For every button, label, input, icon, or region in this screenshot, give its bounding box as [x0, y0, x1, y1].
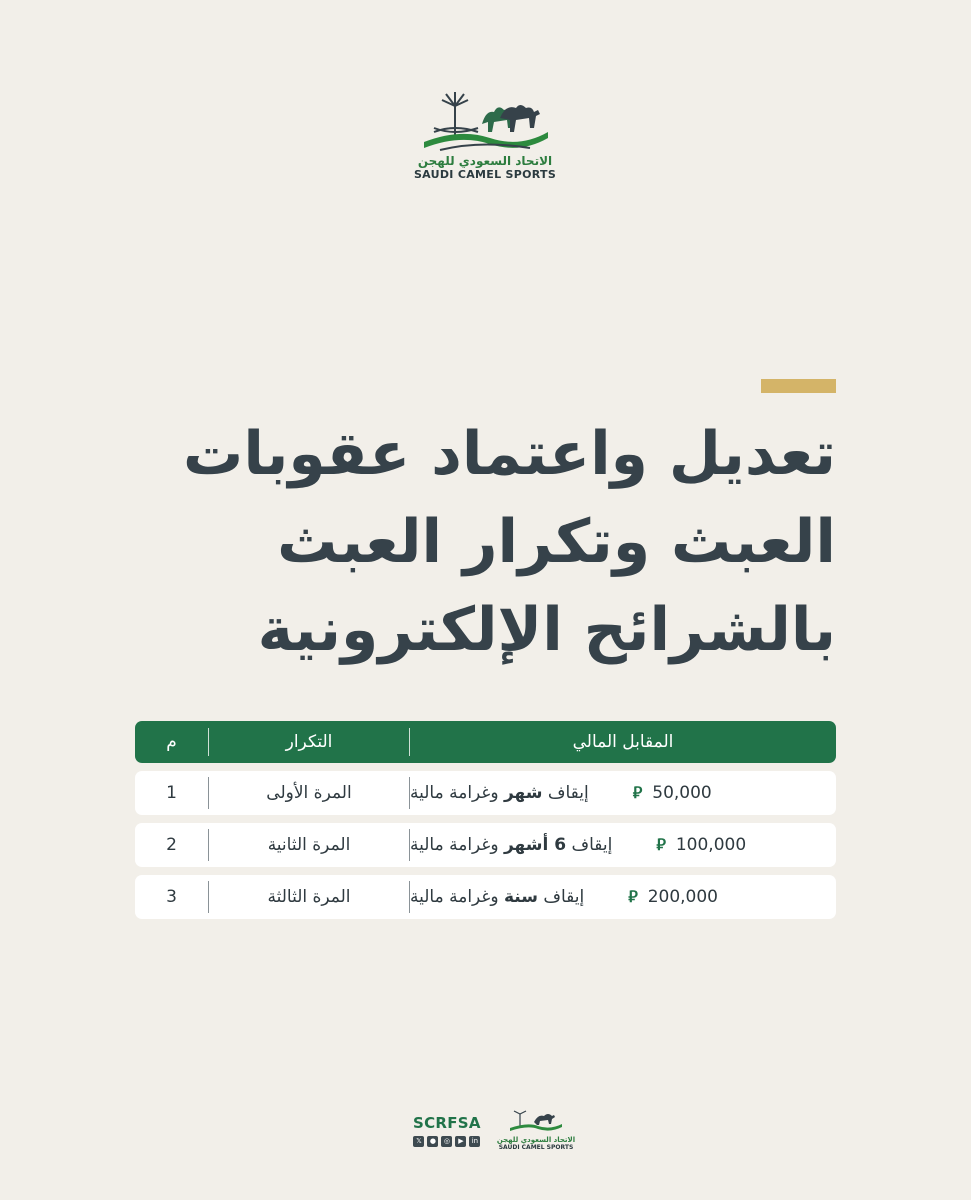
- column-divider: [409, 777, 410, 809]
- snapchat-icon[interactable]: ●: [427, 1136, 438, 1147]
- scrfsa-brand: [413, 1114, 481, 1147]
- table-row: [135, 823, 836, 867]
- penalties-table: [135, 721, 836, 919]
- amount-value: 50,000: [652, 783, 712, 803]
- logo-arabic-text: الاتحاد السعودي للهجن: [417, 154, 553, 168]
- mini-logo-english: SAUDI CAMEL SPORTS: [498, 1143, 574, 1151]
- logo-english-text: SAUDI CAMEL SPORTS: [413, 168, 557, 181]
- fee-amount: [628, 887, 718, 907]
- header-num: م: [166, 732, 177, 752]
- fee-description: إيقاف شهر وغرامة مالية: [410, 783, 589, 803]
- amount-value: 100,000: [675, 835, 747, 855]
- title-line-1: تعديل واعتماد عقوبات: [183, 419, 836, 489]
- table-header: [135, 721, 836, 763]
- column-divider: [409, 728, 410, 756]
- column-divider: [208, 777, 209, 809]
- fee-description: إيقاف 6 أشهر وغرامة مالية: [410, 835, 613, 855]
- linkedin-icon[interactable]: in: [469, 1136, 480, 1147]
- column-divider: [409, 881, 410, 913]
- header-fee-label: المقابل المالي: [572, 732, 674, 752]
- mini-logo-arabic: الاتحاد السعودي للهجن: [496, 1135, 576, 1144]
- fee-description: إيقاف سنة وغرامة مالية: [410, 887, 585, 907]
- row-num: 3: [166, 887, 177, 907]
- saudi-camel-sports-logo: [405, 92, 565, 192]
- column-divider: [208, 829, 209, 861]
- riyal-currency-icon: ⃁: [656, 835, 666, 854]
- row-num: 1: [166, 783, 177, 803]
- title-accent-bar: [761, 379, 836, 393]
- page-title: [116, 410, 836, 674]
- row-fee: [410, 783, 836, 803]
- scrfsa-label: SCRFSA: [413, 1113, 481, 1132]
- camel-emblem-icon: [420, 92, 550, 154]
- instagram-icon[interactable]: ◎: [441, 1136, 452, 1147]
- mini-camel-logo: [497, 1110, 575, 1151]
- title-line-2: العبث وتكرار العبث: [277, 507, 836, 577]
- riyal-currency-icon: ⃁: [628, 887, 638, 906]
- row-repetition: المرة الثانية: [267, 835, 351, 855]
- row-num: 2: [166, 835, 177, 855]
- table-row: [135, 875, 836, 919]
- table-row: [135, 771, 836, 815]
- footer: [413, 1106, 576, 1154]
- riyal-currency-icon: ⃁: [632, 783, 643, 802]
- x-icon[interactable]: 𝕏: [413, 1136, 424, 1147]
- social-icons: [413, 1136, 481, 1147]
- column-divider: [208, 728, 209, 756]
- header-repetition: التكرار: [285, 732, 333, 752]
- row-repetition: المرة الأولى: [266, 783, 352, 803]
- header-fee: [410, 732, 836, 752]
- fee-amount: [633, 783, 712, 803]
- mini-camel-emblem-icon: [508, 1110, 564, 1132]
- row-fee: [410, 835, 836, 855]
- column-divider: [409, 829, 410, 861]
- fee-amount: [656, 835, 746, 855]
- youtube-icon[interactable]: ▶: [455, 1136, 466, 1147]
- amount-value: 200,000: [647, 887, 719, 907]
- row-fee: [410, 887, 836, 907]
- row-repetition: المرة الثالثة: [267, 887, 351, 907]
- title-line-3: بالشرائح الإلكترونية: [257, 595, 836, 665]
- column-divider: [208, 881, 209, 913]
